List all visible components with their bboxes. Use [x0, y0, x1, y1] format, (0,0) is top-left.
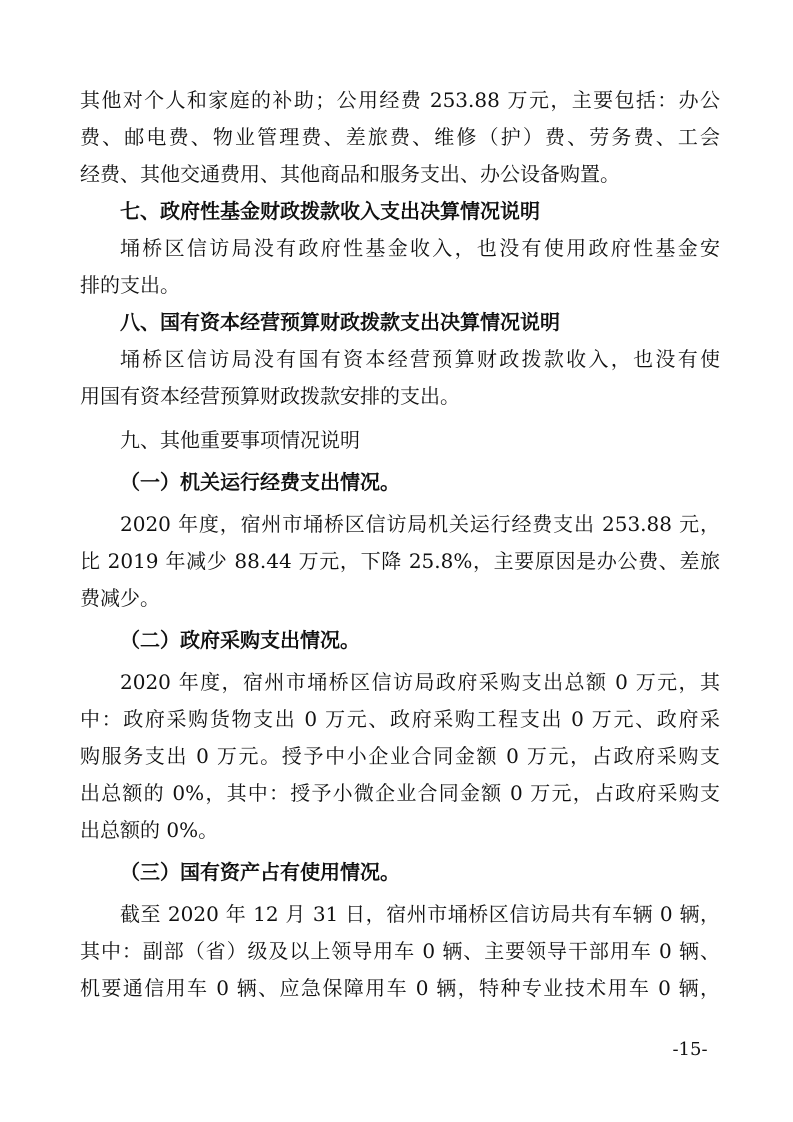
- paragraph-line: 购服务支出 0 万元。授予中小企业合同金额 0 万元，占政府采购支: [80, 744, 720, 768]
- paragraph-line: 2020 年度，宿州市埇桥区信访局政府采购支出总额 0 万元，其: [120, 670, 720, 694]
- paragraph-line: 出总额的 0%，其中：授予小微企业合同金额 0 万元，占政府采购支: [80, 781, 720, 805]
- paragraph-line: 埇桥区信访局没有国有资本经营预算财政拨款收入，也没有使: [120, 347, 720, 371]
- paragraph-line: 比 2019 年减少 88.44 万元，下降 25.8%，主要原因是办公费、差旅: [80, 549, 720, 573]
- paragraph-line: 排的支出。: [80, 273, 180, 297]
- paragraph-line: 截至 2020 年 12 月 31 日，宿州市埇桥区信访局共有车辆 0 辆，: [120, 902, 720, 926]
- subsection-heading-2: （二）政府采购支出情况。: [120, 628, 360, 652]
- page-number: -15-: [672, 1039, 708, 1060]
- section-heading-9: 九、其他重要事项情况说明: [120, 428, 360, 452]
- section-heading-7: 七、政府性基金财政拨款收入支出决算情况说明: [120, 199, 540, 223]
- paragraph-line: 其中：副部（省）级及以上领导用车 0 辆、主要领导干部用车 0 辆、: [80, 939, 720, 963]
- paragraph-line: 中：政府采购货物支出 0 万元、政府采购工程支出 0 万元、政府采: [80, 707, 720, 731]
- paragraph-line: 用国有资本经营预算财政拨款安排的支出。: [80, 384, 460, 408]
- section-heading-8: 八、国有资本经营预算财政拨款支出决算情况说明: [120, 310, 560, 334]
- paragraph-line: 机要通信用车 0 辆、应急保障用车 0 辆，特种专业技术用车 0 辆，: [80, 976, 720, 1000]
- paragraph-line: 费、邮电费、物业管理费、差旅费、维修（护）费、劳务费、工会: [80, 125, 720, 149]
- subsection-heading-1: （一）机关运行经费支出情况。: [120, 470, 400, 494]
- subsection-heading-3: （三）国有资产占有使用情况。: [120, 860, 400, 884]
- paragraph-line: 其他对个人和家庭的补助；公用经费 253.88 万元，主要包括：办公: [80, 88, 720, 112]
- paragraph-line: 埇桥区信访局没有政府性基金收入，也没有使用政府性基金安: [120, 236, 720, 260]
- paragraph-line: 经费、其他交通费用、其他商品和服务支出、办公设备购置。: [80, 162, 620, 186]
- paragraph-line: 2020 年度，宿州市埇桥区信访局机关运行经费支出 253.88 元，: [120, 512, 720, 536]
- paragraph-line: 出总额的 0%。: [80, 818, 219, 842]
- paragraph-line: 费减少。: [80, 586, 160, 610]
